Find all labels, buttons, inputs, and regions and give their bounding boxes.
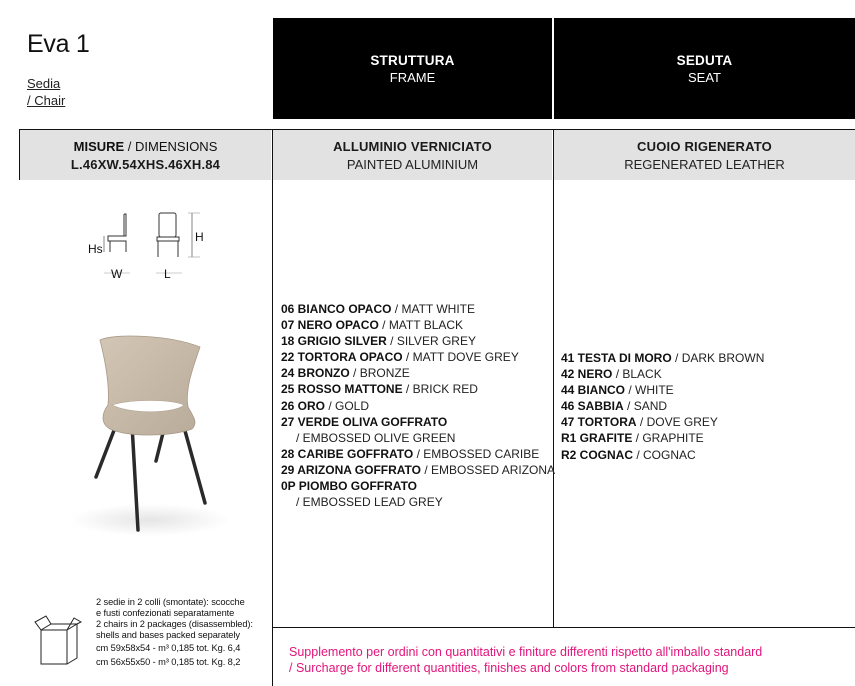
frame-finish-item-code: 18 GRIGIO SILVER [281, 334, 387, 349]
l-label: L [164, 267, 171, 281]
seat-finish-item [561, 382, 764, 398]
frame-finish-item-code: 24 BRONZO [281, 366, 350, 381]
packaging-size1: cm 59x58x54 - m³ 0,185 tot. Kg. 6,4 [96, 643, 241, 653]
packaging-en-line2: shells and bases packed separately [96, 630, 240, 640]
seat-finish-item-code: 42 NERO [561, 367, 613, 382]
frame-material-it: ALLUMINIO VERNICIATO [333, 138, 492, 154]
column-divider-1 [272, 130, 273, 686]
seat-finish-item-en: / SAND [623, 399, 668, 414]
seat-finish-item-en: / BLACK [612, 367, 662, 382]
package-box-icon [34, 612, 82, 666]
frame-finish-item [281, 462, 555, 478]
seat-header-it: SEDUTA [676, 52, 733, 68]
seat-finish-item-code: R2 COGNAC [561, 447, 634, 462]
frame-finish-item-en: / GOLD [325, 398, 370, 413]
frame-header-it: STRUTTURA [370, 52, 455, 68]
seat-finish-item-code: 44 BIANCO [561, 383, 626, 398]
frame-finish-item-code: 29 ARIZONA GOFFRATO [281, 462, 422, 477]
seat-finish-item-code: 47 TORTORA [561, 415, 637, 430]
frame-finish-item-en: / EMBOSSED LEAD GREY [296, 495, 443, 510]
packaging-it-line2: e fusti confezionati separatamente [96, 608, 235, 618]
seat-material-bar [554, 130, 855, 180]
frame-material-en: PAINTED ALUMINIUM [346, 156, 479, 172]
frame-header [273, 18, 552, 119]
frame-finish-item [281, 414, 555, 430]
seat-material-it: CUOIO RIGENERATO [637, 138, 772, 154]
seat-finish-item [561, 430, 764, 446]
dimensions-label-it: MISURE [73, 138, 125, 154]
seat-finish-item-en: / GRAPHITE [632, 431, 704, 446]
frame-finish-item [281, 381, 555, 397]
frame-material-bar [273, 130, 552, 180]
seat-finish-item [561, 350, 764, 366]
w-label: W [111, 267, 123, 281]
surcharge-note-en: / Surcharge for different quantities, finishes and colors from standard packaging [289, 660, 729, 675]
seat-finish-item-en: / DARK BROWN [671, 351, 765, 365]
frame-header-en: FRAME [389, 69, 436, 85]
packaging-size2: cm 56x55x50 - m³ 0,185 tot. Kg. 8,2 [96, 657, 241, 667]
chair-shell [100, 336, 200, 435]
seat-finish-item [561, 414, 764, 430]
surcharge-note [289, 645, 762, 676]
frame-finish-item-code: 0P PIOMBO GOFFRATO [281, 479, 418, 494]
frame-finish-item [281, 478, 555, 494]
frame-finish-item-code: 28 CARIBE GOFFRATO [281, 446, 414, 461]
frame-finish-item-code: 07 NERO OPACO [281, 318, 379, 333]
frame-finish-item [281, 301, 555, 317]
frame-finish-item-en: / EMBOSSED ARIZONA [421, 462, 556, 477]
dimensions-value: L.46XW.54XHS.46XH.84 [70, 156, 221, 172]
frame-finish-item-en: / BRICK RED [402, 382, 478, 397]
frame-finish-item [281, 333, 555, 349]
seat-finish-item-code: R1 GRAFITE [561, 431, 633, 446]
frame-finish-item [281, 317, 555, 333]
packaging-info [96, 597, 253, 668]
seat-finish-item [561, 447, 764, 463]
seat-material-en: REGENERATED LEATHER [624, 156, 785, 172]
seat-finish-item [561, 398, 764, 414]
chair-shadow [70, 504, 230, 536]
frame-finish-item [281, 365, 555, 381]
frame-finish-item-code: 27 VERDE OLIVA GOFFRATO [281, 414, 448, 429]
frame-finish-item-en: / BRONZE [349, 366, 410, 381]
dimensions-bar [20, 130, 271, 180]
seat-finish-item [561, 366, 764, 382]
seat-finish-item-en: / DOVE GREY [636, 415, 718, 430]
frame-finish-item-code: 06 BIANCO OPACO [281, 302, 392, 316]
surcharge-note-it: Supplemento per ordini con quantitativi e finiture differenti rispetto all'imballo standard [289, 645, 763, 659]
frame-finish-item-en: / SILVER GREY [386, 334, 476, 349]
frame-finish-item-en: / MATT DOVE GREY [402, 350, 519, 365]
frame-finish-item-en: / EMBOSSED OLIVE GREEN [296, 430, 456, 445]
seat-finish-item-en: / COGNAC [633, 447, 696, 462]
frame-finishes-list [281, 301, 555, 510]
packaging-en-line1: 2 chairs in 2 packages (disassembled): [96, 619, 253, 629]
frame-finish-item [281, 446, 555, 462]
chair-side-icon [108, 214, 126, 252]
seat-finishes-list [561, 350, 764, 463]
product-type-link[interactable]: Sedia [27, 76, 61, 91]
packaging-it-line1: 2 sedie in 2 colli (smontate): scocche [96, 597, 245, 607]
dimensions-label [74, 139, 218, 154]
product-type-link-en[interactable]: / Chair [27, 93, 66, 108]
chair-image [60, 325, 235, 540]
dimension-diagram [80, 205, 225, 285]
frame-finish-item-en: / MATT BLACK [378, 318, 464, 333]
h-label: H [195, 230, 204, 244]
seat-finish-item-code: 46 SABBIA [561, 399, 624, 414]
hs-label: Hs [88, 242, 103, 256]
frame-finish-item [281, 398, 555, 414]
dimensions-label-en: / DIMENSIONS [124, 138, 218, 154]
table-bottom-divider [272, 627, 855, 628]
seat-header-en: SEAT [688, 69, 721, 85]
frame-finish-item [281, 349, 555, 365]
frame-finish-item-code: 25 ROSSO MATTONE [281, 382, 403, 397]
product-title: Eva 1 [27, 30, 90, 58]
seat-header [554, 18, 855, 119]
frame-finish-item-code: 26 ORO [281, 398, 326, 413]
frame-finish-item-en: / MATT WHITE [391, 302, 476, 316]
seat-finish-item-code: 41 TESTA DI MORO [561, 351, 672, 365]
seat-finish-item-en: / WHITE [625, 383, 674, 398]
chair-front-icon [157, 213, 179, 257]
frame-finish-item-en: / EMBOSSED CARIBE [413, 446, 540, 461]
frame-finish-item-code: 22 TORTORA OPACO [281, 350, 403, 365]
